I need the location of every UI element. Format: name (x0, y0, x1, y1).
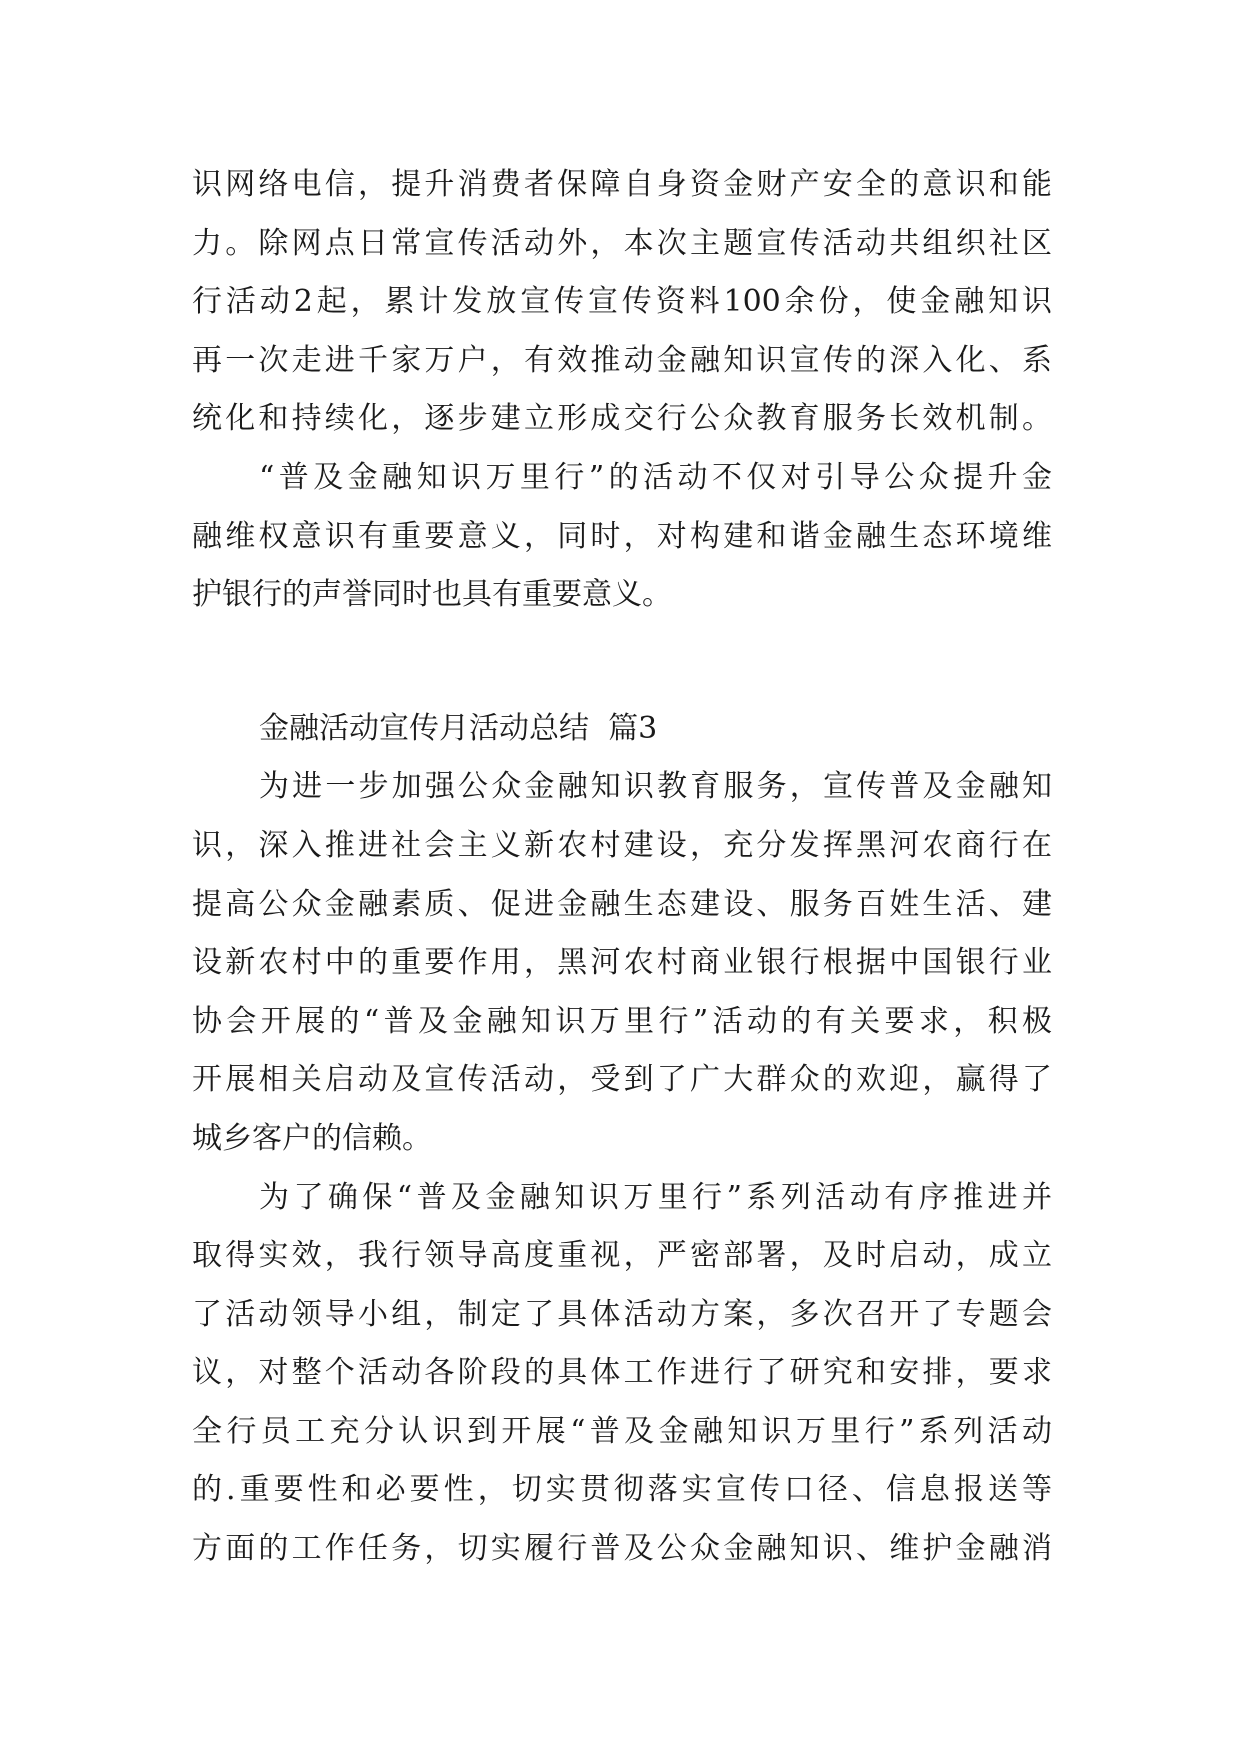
text-line: 了活动领导小组，制定了具体活动方案，多次召开了专题会 (192, 1296, 1052, 1332)
text-line: 城乡客户的信赖。 (192, 1120, 432, 1156)
text-line: “普及金融知识万里行”的活动不仅对引导公众提升金 (259, 459, 1052, 495)
text-line: 提高公众金融素质、促进金融生态建设、服务百姓生活、建 (192, 886, 1052, 922)
document-page (192, 156, 1052, 1579)
text-line: 再一次走进千家万户，有效推动金融知识宣传的深入化、系 (192, 342, 1052, 378)
paragraph-1 (192, 156, 1052, 449)
text-line: 行活动2起，累计发放宣传宣传资料100余份，使金融知识 (192, 284, 1052, 320)
text-line: 协会开展的“普及金融知识万里行”活动的有关要求，积极 (192, 1003, 1052, 1039)
paragraph-4 (192, 1169, 1052, 1579)
section-spacer (192, 625, 1052, 700)
text-line: 识网络电信，提升消费者保障自身资金财产安全的意识和能 (192, 167, 1052, 202)
text-line: 取得实效，我行领导高度重视，严密部署，及时启动，成立 (192, 1238, 1052, 1274)
text-line: 护银行的声誉同时也具有重要意义。 (192, 577, 672, 613)
text-line: 力。除网点日常宣传活动外，本次主题宣传活动共组织社区 (192, 225, 1052, 261)
text-line: 为了确保“普及金融知识万里行”系列活动有序推进并 (259, 1179, 1052, 1215)
text-line: 的.重要性和必要性，切实贯彻落实宣传口径、信息报送等 (192, 1472, 1052, 1508)
text-line: 为进一步加强公众金融知识教育服务，宣传普及金融知 (259, 769, 1052, 805)
text-line: 开展相关启动及宣传活动，受到了广大群众的欢迎，赢得了 (192, 1062, 1052, 1098)
paragraph-3 (192, 758, 1052, 1168)
section-heading: 金融活动宣传月活动总结 篇3 (259, 710, 658, 746)
text-line: 方面的工作任务，切实履行普及公众金融知识、维护金融消 (192, 1531, 1052, 1567)
text-line: 识，深入推进社会主义新农村建设，充分发挥黑河农商行在 (192, 827, 1052, 863)
text-line: 全行员工充分认识到开展“普及金融知识万里行”系列活动 (192, 1413, 1052, 1449)
text-line: 设新农村中的重要作用，黑河农村商业银行根据中国银行业 (192, 945, 1052, 981)
text-line: 融维权意识有重要意义，同时，对构建和谐金融生态环境维 (192, 518, 1052, 554)
text-line: 议，对整个活动各阶段的具体工作进行了研究和安排，要求 (192, 1355, 1052, 1391)
text-line: 统化和持续化，逐步建立形成交行公众教育服务长效机制。 (192, 401, 1052, 437)
paragraph-2 (192, 449, 1052, 625)
